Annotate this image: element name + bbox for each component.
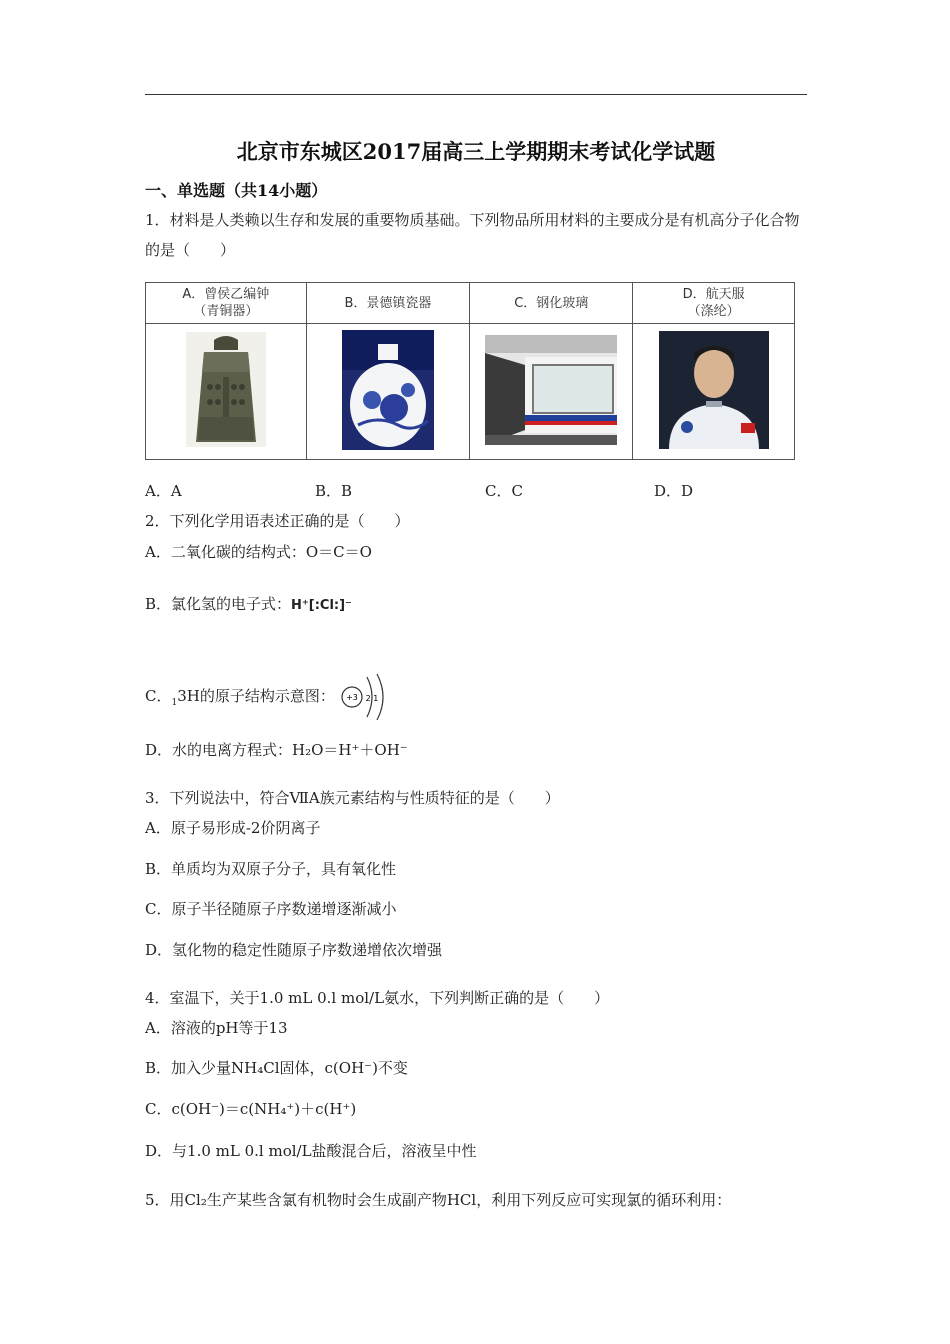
atomic-number: 1 [171,698,178,708]
atom-structure-diagram [340,672,392,722]
option-b[interactable]: B．B [315,482,353,500]
question-3 [145,788,560,808]
table-header-b: B．景德镇瓷器 [306,283,470,324]
q3-option-d[interactable]: D．氢化物的稳定性随原子序数递增依次增强 [145,941,443,959]
option-c[interactable]: C．C [485,482,523,500]
question-text: 下列说法中，符合ⅦA族元素结构与性质特征的是（ ） [169,789,560,807]
option-d[interactable]: D．D [654,482,694,500]
header-rule [145,94,807,95]
section-heading: 一、单选题（共14小题） [145,181,328,200]
question-2 [145,511,410,531]
shell-electrons: 2 1 [365,694,379,703]
page-title: 北京市东城区2017届高三上学期期末考试化学试题 [236,139,716,164]
q4-option-a[interactable]: A．溶液的pH等于13 [145,1019,288,1037]
question-text: 下列化学用语表述正确的是（ ） [169,512,410,530]
table-header-d: D．航天服 （涤纶） [633,283,795,324]
question-number: 5． [145,1191,170,1209]
question-1 [145,205,807,265]
q2-option-b[interactable] [145,594,352,616]
bronze-bell-image [146,324,307,460]
materials-table [145,282,795,460]
question-text: 用Cl₂生产某些含氯有机物时会生成副产物HCl，利用下列反应可实现氯的循环利用： [169,1191,732,1209]
astronaut-image [633,324,795,460]
porcelain-vase-image [306,324,470,460]
q2-option-d[interactable]: D．水的电离方程式：H₂O＝H⁺＋OH⁻ [145,741,408,759]
q4-option-c[interactable]: C．c(OH⁻)＝c(NH₄⁺)＋c(H⁺) [145,1100,357,1118]
question-text: 室温下，关于1.0 mL 0.l mol/L氨水，下列判断正确的是（ ） [169,989,610,1007]
table-header-a: A．曾侯乙编钟 （青铜器） [146,283,307,324]
q3-option-c[interactable]: C．原子半径随原子序数递增逐渐减小 [145,900,397,918]
option-a[interactable]: A．A [145,482,182,500]
q2-option-c[interactable] [145,672,392,722]
q4-option-b[interactable]: B．加入少量NH₄Cl固体，c(OH⁻)不变 [145,1059,408,1077]
hcl-electron-formula: H⁺[:Cl:]⁻ [291,598,352,613]
question-number: 2． [145,512,170,530]
question-5 [145,1190,731,1210]
option-text: B．氯化氢的电子式： [145,595,292,613]
question-4 [145,988,609,1008]
option-text: 3H的原子结构示意图： [177,687,335,705]
question-number: 1． [145,211,170,229]
q3-option-a[interactable]: A．原子易形成-2价阴离子 [145,819,321,837]
option-label: C． [145,687,172,705]
q4-option-d[interactable]: D．与1.0 mL 0.l mol/L盐酸混合后，溶液呈中性 [145,1142,477,1160]
question-number: 4． [145,989,170,1007]
q2-option-a[interactable]: A．二氧化碳的结构式：O＝C＝O [145,543,372,561]
train-glass-image [470,324,633,460]
question-text: 材料是人类赖以生存和发展的重要物质基础。下列物品所用材料的主要成分是有机高分子化合物的是（ ） [145,211,800,259]
q3-option-b[interactable]: B．单质均为双原子分子，具有氧化性 [145,860,397,878]
question-number: 3． [145,789,170,807]
table-header-c: C．钢化玻璃 [470,283,633,324]
nucleus-label: +3 [345,693,358,702]
